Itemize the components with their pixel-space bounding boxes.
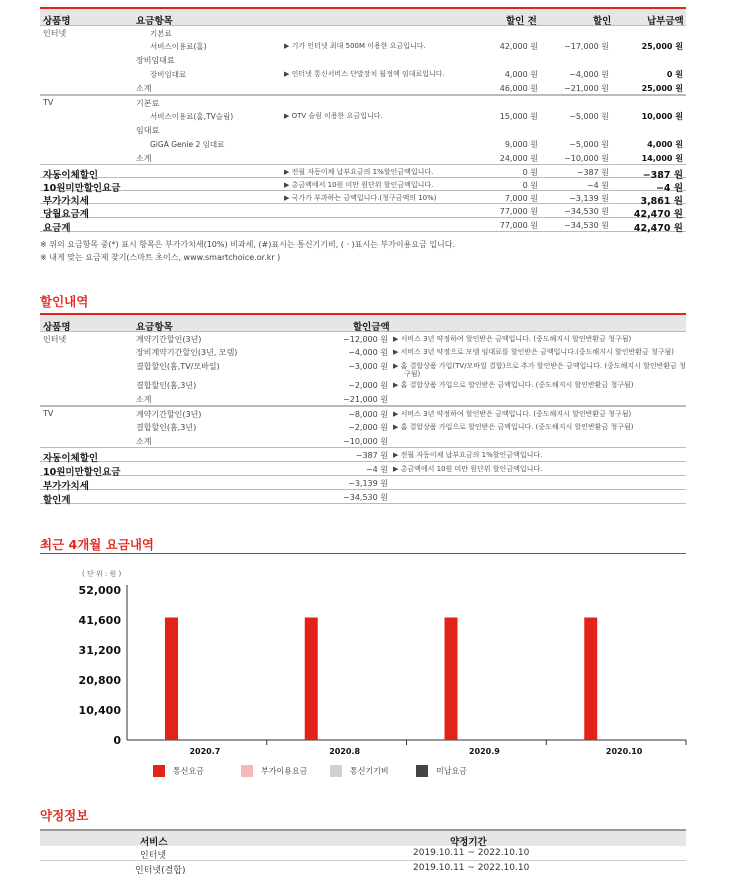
header-period: 약정기간 [450,837,487,848]
bar-통신요금 [445,617,458,740]
bill-product: 당월요금계 [43,209,89,220]
discount-row [40,420,686,434]
contract-period: 2019.10.11 ~ 2022.10.10 [413,848,530,858]
discount-item: 결합할인(홈,TV/모바일) [136,362,220,371]
discount-desc: ▶ 서비스 3년 약정하여 할인받은 금액입니다. (중도해지시 할인반환금 청구됨) [393,410,632,418]
bill-row [40,95,686,109]
discount-item: 소계 [136,437,152,446]
discount-row [40,392,686,406]
bill-pay: 4,000 원 [647,140,683,149]
discount-row [40,406,686,420]
bill-before: 15,000 원 [499,112,538,121]
bill-notes [40,238,686,264]
bill-row [40,123,686,137]
bar-chart [0,575,736,795]
bill-sub: GiGA Genie 2 임대료 [150,140,225,149]
header-before: 할인 전 [506,16,537,27]
legend-item [153,765,204,777]
recent-section-divider [40,553,686,554]
discount-rows [40,331,686,504]
bill-before: 46,000 원 [499,84,538,93]
bill-row [40,81,686,95]
bill-discount: −17,000 원 [564,42,609,51]
discount-desc: ▶ 총금액에서 10원 미만 원단위 할인금액입니다. [393,465,543,473]
bill-desc: ▶ OTV 슬림 이용한 요금입니다. [284,112,383,120]
bill-product: 자동이체할인 [43,170,99,181]
discount-amount: −12,000 원 [343,335,388,344]
bill-discount: −3,139 원 [569,194,609,203]
recent-section-title: 최근 4개월 요금내역 [40,537,155,552]
discount-amount: −3,139 원 [348,479,388,488]
discount-product: 할인계 [43,495,71,506]
x-tick-label: 2020.7 [189,747,221,756]
bill-item: 소계 [136,84,152,93]
contract-table-header [40,829,686,846]
bill-desc: ▶ 전월 자동이체 납부요금의 1%할인금액입니다. [284,168,434,176]
bill-table-header [40,7,686,25]
bill-row [40,151,686,165]
bill-discount: −387 원 [576,168,609,177]
header-amount: 할인금액 [353,322,390,333]
bill-before: 4,000 원 [504,70,538,79]
y-tick-label: 20,800 [78,674,121,687]
discount-amount: −4,000 원 [348,348,388,357]
bill-sub: 장비임대료 [150,70,187,79]
discount-amount: −2,000 원 [348,423,388,432]
discount-amount: −21,000 원 [343,395,388,404]
legend-label: 통신요금 [173,766,204,776]
legend-label: 부가이용요금 [261,766,308,776]
bill-row [40,218,686,232]
bill-rows [40,25,686,232]
bill-pay: 0 원 [666,70,683,79]
bill-item: 임대료 [136,126,160,135]
bill-desc: ▶ 총금액에서 10원 미만 원단위 할인금액입니다. [284,181,434,189]
discount-product: 자동이체할인 [43,453,99,464]
bill-sub: 서비스이용료(홈,TV슬림) [150,112,234,121]
discount-table [40,313,686,504]
discount-row [40,359,686,378]
note-line: ※ 내게 맞는 요금제 찾기(스마트 초이스, www.smartchoice.or.kr ) [40,253,281,262]
discount-item: 계약기간할인(3년) [136,335,202,344]
bill-desc: ▶ 인터넷 통신서비스 단말장치 월정액 임대료입니다. [284,70,445,78]
discount-row [40,490,686,504]
y-tick-label: 31,200 [78,644,121,657]
y-tick-label: 10,400 [78,704,121,717]
bill-discount: −5,000 원 [569,140,609,149]
bill-row [40,165,686,181]
bar-통신요금 [305,617,318,740]
bill-row [40,137,686,151]
bill-discount: −10,000 원 [564,154,609,163]
bill-pay: 25,000 원 [641,84,683,93]
discount-product: 10원미만할인요금 [43,467,121,478]
discount-desc: ▶ 서비스 3년 약정으로 모뎀 임대료를 할인받은 금액입니다.(중도해지시 할인반환금 청구됨) [393,348,674,356]
discount-amount: −10,000 원 [343,437,388,446]
contract-table [40,829,686,875]
bill-discount: −5,000 원 [569,112,609,121]
bill-sub: 서비스이용료(홈) [150,42,207,51]
discount-amount: −3,000 원 [348,362,388,371]
discount-item: 계약기간할인(3년) [136,410,202,419]
discount-desc: ▶ 홈 결합상품 가입으로 할인받은 금액입니다. (중도해지시 할인반환금 청구됨) [393,381,634,389]
discount-amount: −387 원 [355,451,388,460]
discount-item: 결합할인(홈,3년) [136,423,197,432]
discount-row [40,378,686,392]
bill-desc: ▶ 기가 인터넷 최대 500M 이용한 요금입니다. [284,42,426,50]
y-tick-label: 0 [113,734,121,747]
header-service: 서비스 [140,837,168,848]
discount-section-title: 할인내역 [40,294,89,309]
legend-swatch [416,765,428,777]
bill-sub: 기본료 [150,29,172,38]
discount-desc: ▶ 서비스 3년 약정하여 할인받은 금액입니다. (중도해지시 할인반환금 청구됨) [393,335,632,343]
bill-row [40,53,686,67]
discount-product: TV [43,409,54,418]
bill-row [40,25,686,39]
contract-row [40,861,686,875]
discount-row [40,448,686,462]
bill-pay: 10,000 원 [641,112,683,121]
header-product: 상품명 [43,16,71,27]
bill-discount: −4 원 [586,181,609,190]
x-tick-label: 2020.8 [329,747,361,756]
bill-product: 요금계 [43,223,71,234]
discount-amount: −34,530 원 [343,493,388,502]
contract-service: 인터넷 [140,851,167,861]
discount-row [40,476,686,490]
discount-amount: −2,000 원 [348,381,388,390]
header-discount: 할인 [593,16,612,27]
header-item: 요금항목 [136,16,173,27]
contract-period: 2019.10.11 ~ 2022.10.10 [413,863,530,873]
legend-swatch [241,765,253,777]
legend-label: 통신기기비 [350,766,389,776]
discount-amount: −4 원 [365,465,388,474]
discount-desc: ▶ 홈 결합상품 가입으로 할인받은 금액입니다. (중도해지시 할인반환금 청구됨) [393,423,634,431]
bill-row [40,39,686,53]
header-product: 상품명 [43,322,71,333]
bill-product: 10원미만할인요금 [43,183,121,194]
bill-pay: −387 원 [642,170,683,181]
bill-desc: ▶ 국가가 부과하는 금액입니다.(청구금액의 10%) [284,194,437,202]
legend-label: 미납요금 [436,766,467,776]
bar-통신요금 [584,617,597,740]
discount-table-header [40,313,686,331]
bill-row [40,109,686,123]
note-line: ※ 위의 요금항목 중(*) 표시 항목은 부가가치세(10%) 비과세, (#)표시는 통신기기비, ( · )표시는 부가이용요금 입니다. [40,240,456,249]
bill-pay: 14,000 원 [641,154,683,163]
discount-product: 부가가치세 [43,481,89,492]
bill-row [40,191,686,207]
bill-discount: −4,000 원 [569,70,609,79]
discount-row [40,462,686,476]
bill-before: 0 원 [522,168,538,177]
discount-item: 결합할인(홈,3년) [136,381,197,390]
bill-discount: −21,000 원 [564,84,609,93]
legend-swatch [153,765,165,777]
discount-row [40,345,686,359]
discount-desc: ▶ 홈 결합상품 가입(TV/모바일 결합)으로 추가 할인받은 금액입니다. (중도해지시 할인반환금 청 [393,362,686,370]
bill-pay: −4 원 [655,183,683,194]
legend-item [330,765,389,777]
bill-pay: 42,470 원 [633,223,683,234]
discount-product: 인터넷 [43,335,67,344]
bill-row [40,67,686,81]
bill-before: 24,000 원 [499,154,538,163]
bill-pay: 42,470 원 [633,209,683,220]
legend-item [416,765,467,777]
contract-service: 인터넷(결합) [135,866,186,875]
discount-amount: −8,000 원 [348,410,388,419]
discount-row [40,434,686,448]
bill-row [40,178,686,194]
bill-before: 77,000 원 [499,207,538,216]
x-tick-label: 2020.9 [468,747,500,756]
bill-item: 기본료 [136,99,160,108]
discount-item: 장비계약기간할인(3년, 모뎀) [136,348,238,357]
bill-before: 77,000 원 [499,221,538,230]
bill-product: 부가가치세 [43,196,89,207]
bill-discount: −34,530 원 [564,207,609,216]
bill-item: 장비임대료 [136,56,175,65]
bill-discount: −34,530 원 [564,221,609,230]
y-tick-label: 41,600 [78,614,121,627]
contract-row [40,846,686,861]
bill-product: TV [43,98,54,107]
header-pay: 납부금액 [647,16,684,27]
bill-before: 7,000 원 [504,194,538,203]
header-item: 요금항목 [136,322,173,333]
legend-swatch [330,765,342,777]
legend-item [241,765,307,777]
bill-before: 9,000 원 [504,140,538,149]
x-tick-label: 2020.10 [605,747,643,756]
discount-desc: ▶ 전월 자동이체 납부요금의 1%할인금액입니다. [393,451,543,459]
contract-section-title: 약정정보 [40,808,89,823]
y-tick-label: 52,000 [78,584,121,597]
bar-통신요금 [165,617,178,740]
bill-product: 인터넷 [43,29,67,38]
discount-item: 소계 [136,395,152,404]
bill-before: 42,000 원 [499,42,538,51]
bill-table [40,7,686,264]
discount-desc-cont: 구됨) [404,370,421,378]
bill-row [40,204,686,218]
discount-row [40,331,686,345]
chart-unit: ( 단 위 : 원 ) [82,570,122,578]
bill-pay: 3,861 원 [640,196,683,207]
bill-pay: 25,000 원 [641,42,683,51]
bill-item: 소계 [136,154,152,163]
bill-before: 0 원 [522,181,538,190]
